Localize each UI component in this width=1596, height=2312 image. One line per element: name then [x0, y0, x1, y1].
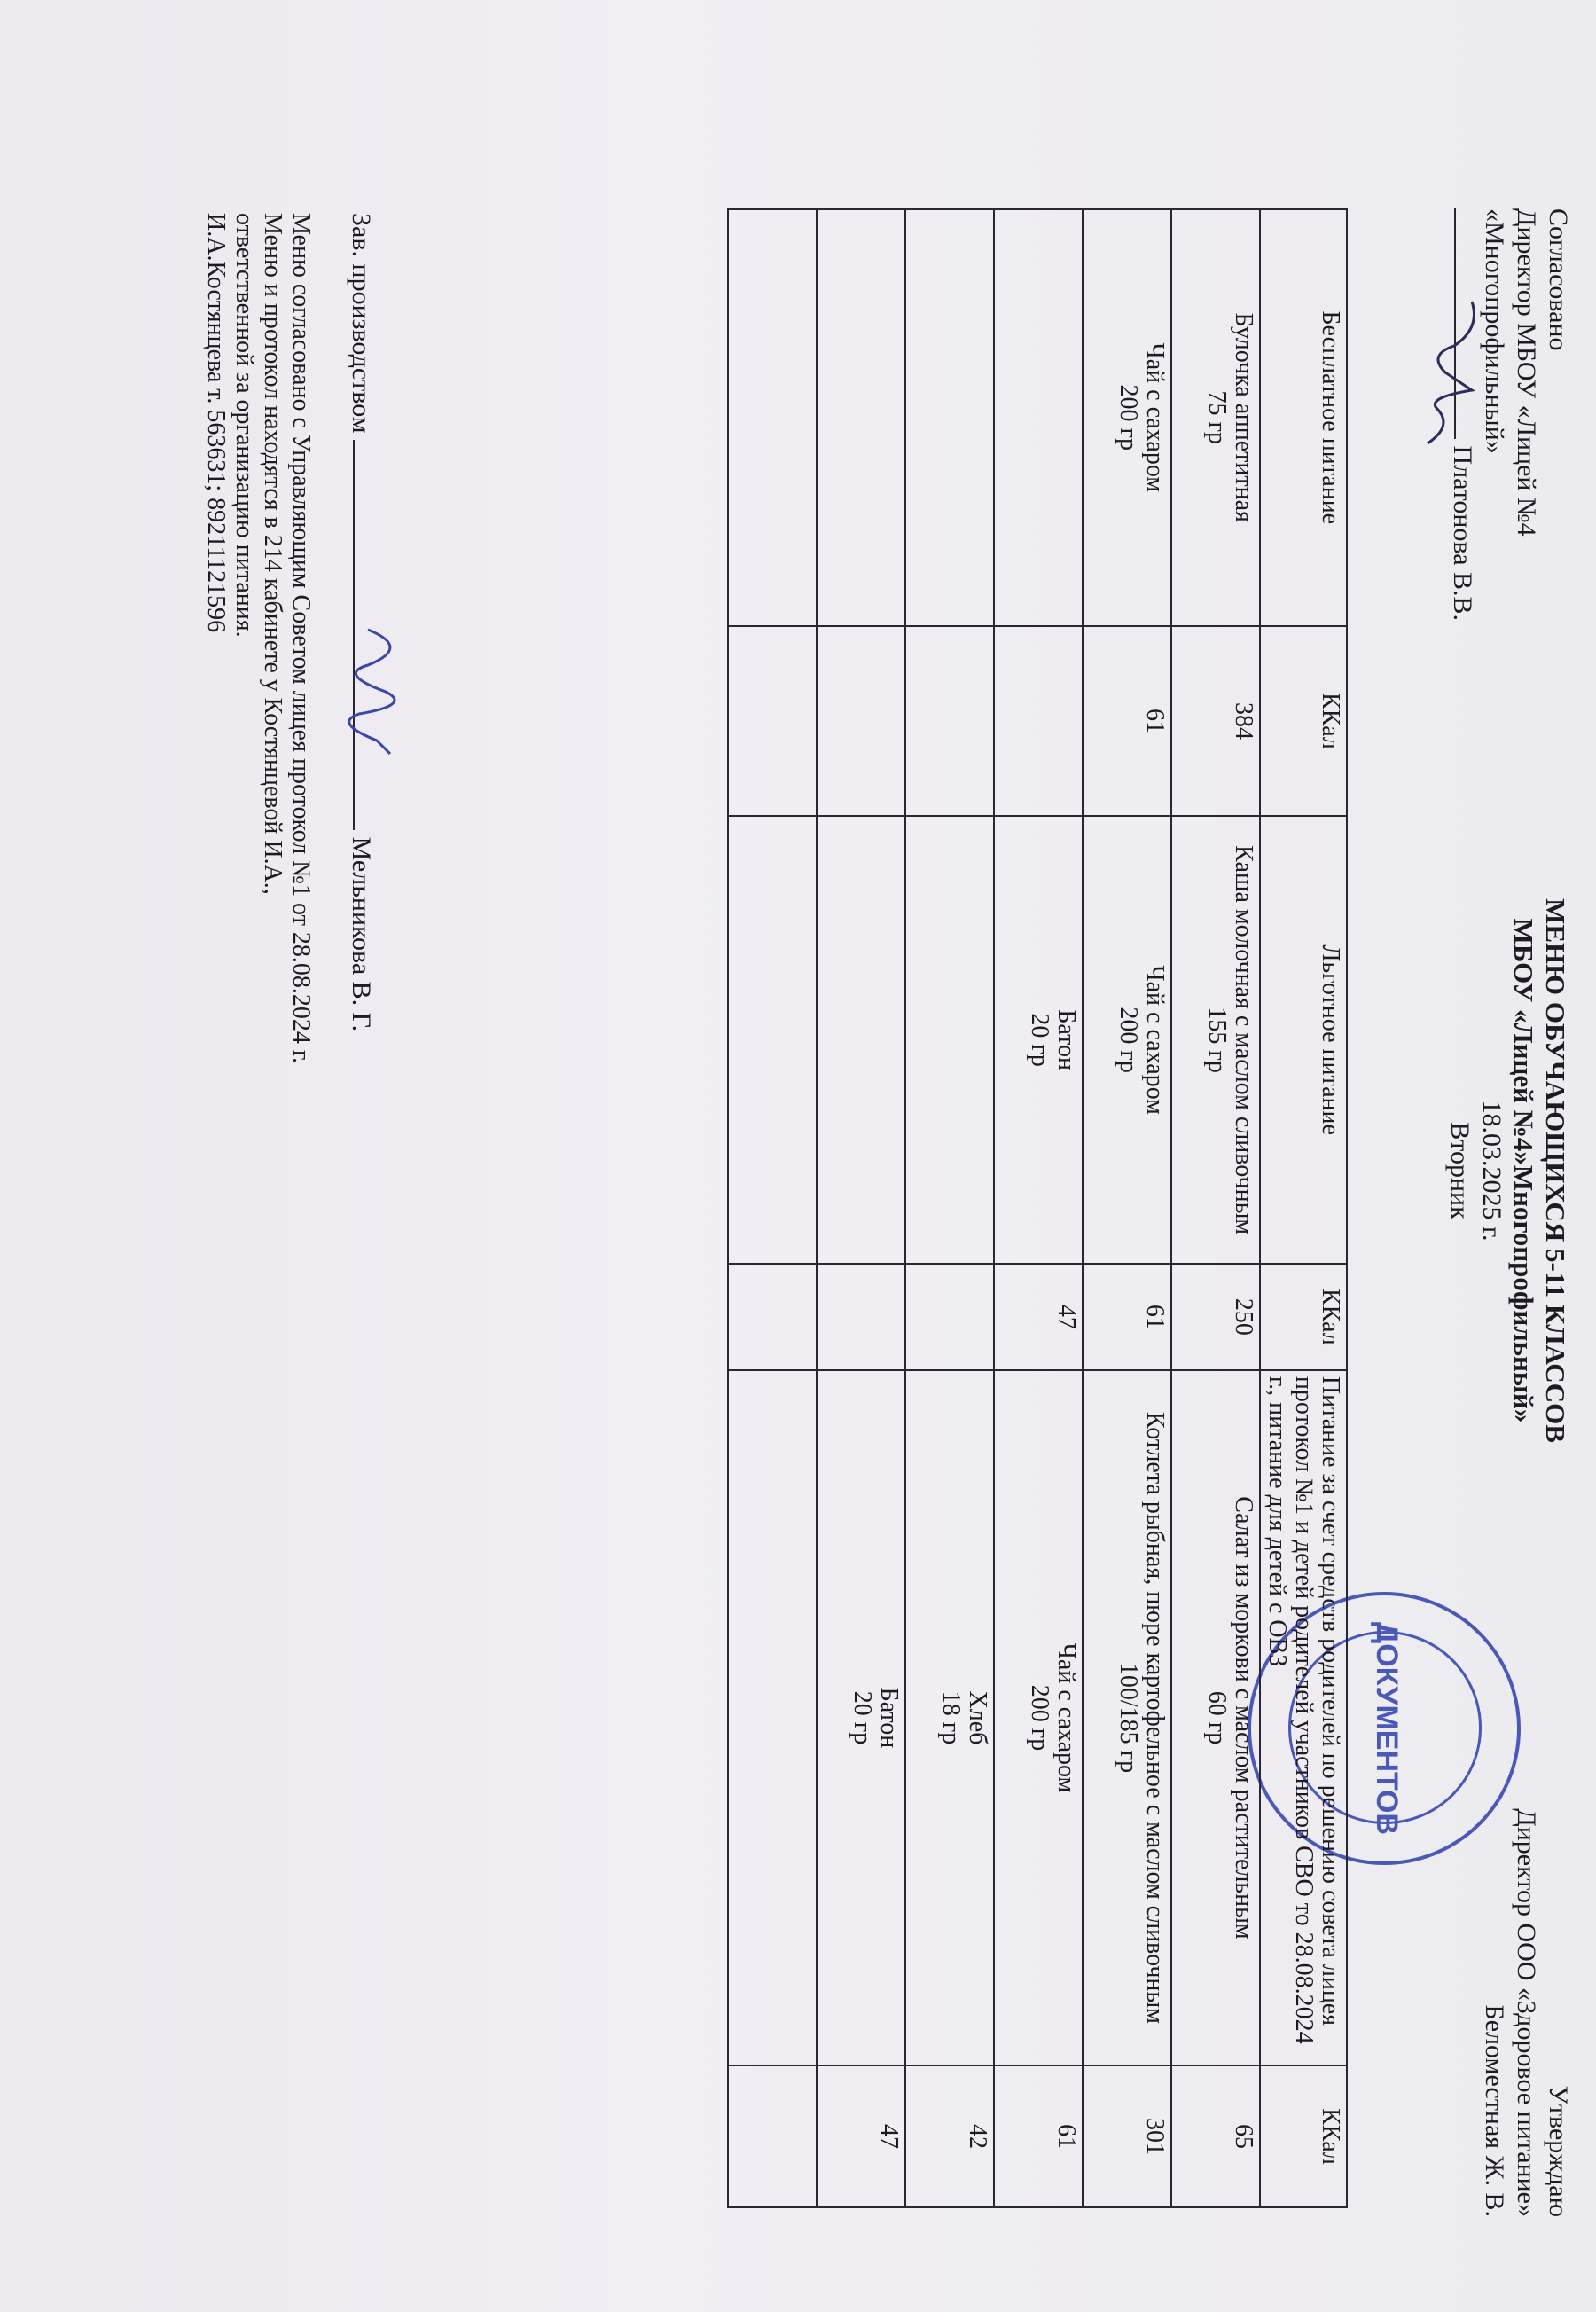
menu-table — [727, 208, 1348, 2208]
table-cell: Булочка аппетитная 75 гр — [1171, 209, 1260, 626]
table-cell — [905, 1264, 994, 1370]
footer-line2: Меню и протокол находятся в 214 кабинете у Костянцевой И.А., — [259, 213, 286, 895]
approval-left-line1: Согласовано — [1544, 208, 1573, 351]
table-cell — [728, 1264, 817, 1370]
table-cell: Салат из моркови с маслом растительным 60 гр — [1171, 1370, 1260, 2065]
table-cell: Батон 20 гр — [817, 1370, 905, 2065]
table-cell: Батон 20 гр — [994, 816, 1083, 1264]
approval-right-line1: Утверждаю — [1544, 2085, 1573, 2217]
table-cell: Котлета рыбная, пюре картофельное с маслом сливочным 100/185 гр — [1083, 1370, 1171, 2065]
stamp-word: ДОКУМЕНТОВ — [1370, 1622, 1404, 1835]
table-cell — [728, 626, 817, 817]
title-weekday: Вторник — [1445, 1122, 1475, 1219]
header-kcal: ККал — [1260, 2065, 1347, 2207]
table-cell — [905, 626, 994, 817]
table-cell: 42 — [905, 2065, 994, 2207]
approval-left-line2: Директор МБОУ «Лицей №4 — [1512, 208, 1541, 537]
table-cell: Каша молочная с маслом сливочным 155 гр — [1171, 816, 1260, 1264]
title-date: 18.03.2025 г. — [1477, 1100, 1506, 1242]
table-cell — [817, 816, 905, 1264]
header-discounted-meals: Льготное питание — [1260, 816, 1347, 1264]
table-row — [817, 209, 905, 2207]
table-cell: Чай с сахаром 200 гр — [1083, 816, 1171, 1264]
table-row — [728, 209, 817, 2207]
header-free-meals: Бесплатное питание — [1260, 209, 1347, 626]
approval-left-line3: «Многопрофильный» — [1480, 208, 1509, 454]
table-cell — [817, 626, 905, 817]
production-signature — [315, 621, 421, 763]
approval-left-name: Платонова В.В. — [1448, 445, 1477, 622]
footer-notes — [201, 213, 315, 1063]
table-cell — [994, 209, 1083, 626]
table-cell — [728, 1370, 817, 2065]
table-cell: 61 — [994, 2065, 1083, 2207]
table-row — [1171, 209, 1260, 2207]
table-cell: 301 — [1083, 2065, 1171, 2207]
footer-line3: ответственной за организацию питания. — [231, 213, 258, 638]
table-row — [905, 209, 994, 2207]
title-line2: МБОУ «Лицей №4»Многопрофильный» — [1508, 918, 1539, 1423]
table-cell — [905, 816, 994, 1264]
footer-line1: Меню согласовано с Управляющим Советом лицея протокол №1 от 28.08.2024 г. — [287, 213, 315, 1064]
table-cell — [994, 626, 1083, 817]
table-cell — [728, 2065, 817, 2207]
table-cell: 65 — [1171, 2065, 1260, 2207]
approval-right-line2: Директор ООО «Здоровое питание» — [1512, 1808, 1541, 2217]
table-cell: 250 — [1171, 1264, 1260, 1370]
table-cell — [728, 816, 817, 1264]
table-cell: 47 — [817, 2065, 905, 2207]
table-row — [1083, 209, 1171, 2207]
table-cell: Хлеб 18 гр — [905, 1370, 994, 2065]
production-name: Мельникова В. Г. — [347, 836, 376, 1032]
table-cell: 61 — [1083, 626, 1171, 817]
table-cell — [817, 1264, 905, 1370]
approval-right-name: Беломестная Ж. В. — [1480, 2004, 1509, 2217]
title-line1: МЕНЮ ОБУЧАЮЩИХСЯ 5-11 КЛАССОВ — [1540, 898, 1571, 1443]
table-cell — [728, 209, 817, 626]
table-cell: 384 — [1171, 626, 1260, 817]
header-paid-meals: Питание за счет средств родителей по решению совета лицея протокол №1 и детей родителей участников СВО то 28.08.2024 г., питание для детей с ОВЗ — [1260, 1370, 1347, 2065]
table-row — [994, 209, 1083, 2207]
table-cell: Чай с сахаром 200 гр — [994, 1370, 1083, 2065]
header-kcal: ККал — [1260, 1264, 1347, 1370]
table-cell: 61 — [1083, 1264, 1171, 1370]
table-header-row — [1260, 209, 1347, 2207]
production-label: Зав. производством — [347, 213, 376, 434]
table-cell — [905, 209, 994, 626]
table-cell — [817, 209, 905, 626]
table-cell: Чай с сахаром 200 гр — [1083, 209, 1171, 626]
table-cell: 47 — [994, 1264, 1083, 1370]
title-block — [1443, 887, 1571, 1454]
footer-line4: И.А.Костянцева т. 563631; 89211121596 — [202, 213, 230, 633]
director-signature — [1392, 293, 1490, 461]
header-kcal: ККал — [1260, 626, 1347, 817]
